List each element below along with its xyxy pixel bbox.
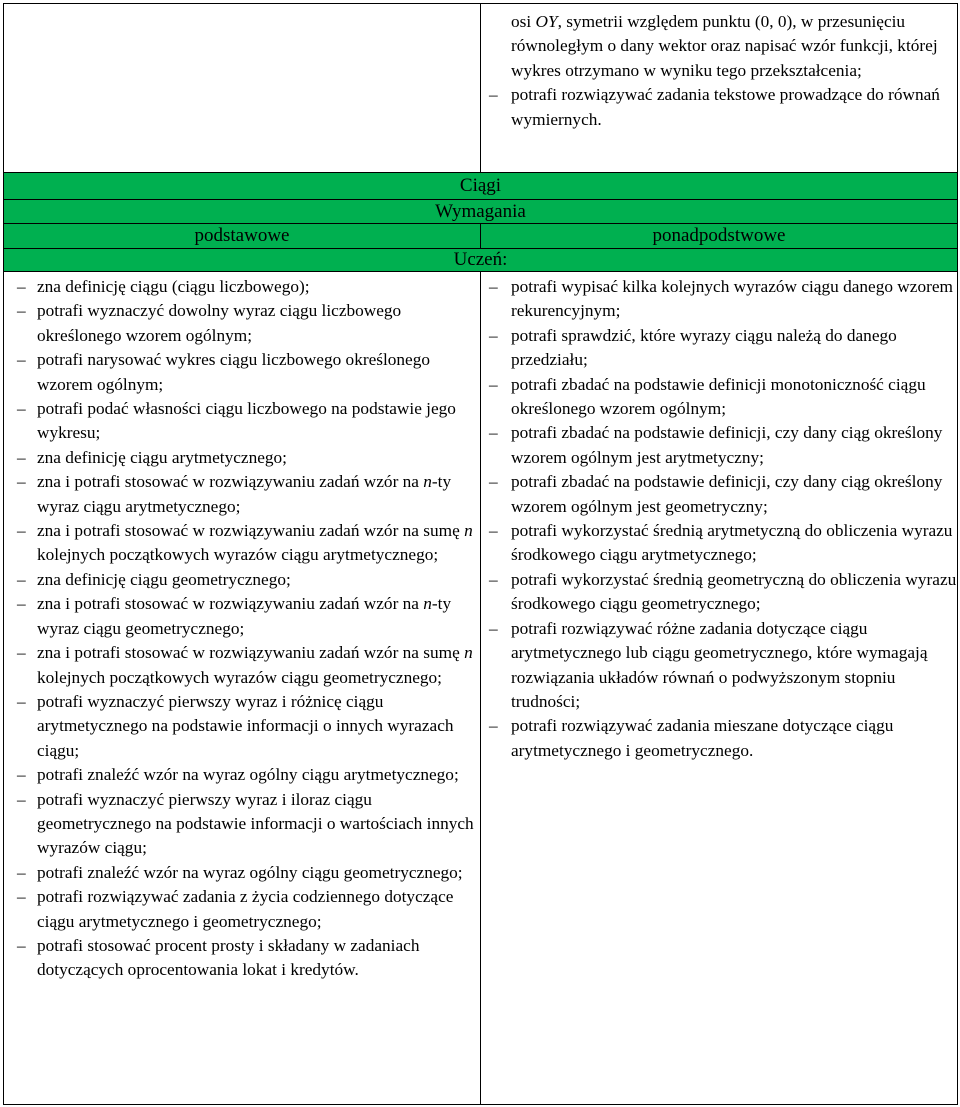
basic-requirement-item: – zna definicję ciągu arytmetycznego; [4, 446, 480, 470]
section-title: Ciągi [459, 175, 502, 196]
advanced-requirement-item: – potrafi wykorzystać średnią arytmetyczną do obliczenia wyrazu środkowego ciągu arytmetycznego; [481, 519, 957, 568]
advanced-level-label: ponadpodstwowe [652, 225, 786, 246]
basic-requirement-item: – zna definicję ciągu geometrycznego; [4, 568, 480, 592]
basic-requirements-cell [3, 271, 481, 1105]
requirements-header-cell [3, 199, 958, 224]
basic-requirement-item: – zna i potrafi stosować w rozwiązywaniu zadań wzór na n-ty wyraz ciągu geometrycznego; [4, 592, 480, 641]
basic-requirement-item: – potrafi wyznaczyć pierwszy wyraz i iloraz ciągu geometrycznego na podstawie informacji o wartościach innych wyrazów ciągu; [4, 788, 480, 861]
basic-requirement-item: – zna definicję ciągu (ciągu liczbowego); [4, 275, 480, 299]
advanced-requirement-item: – potrafi zbadać na podstawie definicji monotoniczność ciągu określonego wzorem ogólnym; [481, 373, 957, 422]
basic-requirements-list [4, 275, 480, 983]
basic-requirement-item: – potrafi stosować procent prosty i składany w zadaniach dotyczących oprocentowania lokat i kredytów. [4, 934, 480, 983]
basic-requirement-item: – potrafi wyznaczyć pierwszy wyraz i różnicę ciągu arytmetycznego na podstawie informacji o innych wyrazach ciągu; [4, 690, 480, 763]
requirements-title: Wymagania [435, 201, 526, 222]
basic-requirement-item: – potrafi podać własności ciągu liczbowego na podstawie jego wykresu; [4, 397, 480, 446]
basic-requirement-item: – potrafi znaleźć wzór na wyraz ogólny ciągu geometrycznego; [4, 861, 480, 885]
advanced-requirement-item: – potrafi zbadać na podstawie definicji, czy dany ciąg określony wzorem ogólnym jest geometryczny; [481, 470, 957, 519]
top-right-continuation-cell [480, 3, 958, 173]
advanced-requirement-item: – potrafi wykorzystać średnią geometryczną do obliczenia wyrazu środkowego ciągu geometrycznego; [481, 568, 957, 617]
advanced-requirement-item: – potrafi wypisać kilka kolejnych wyrazów ciągu danego wzorem rekurencyjnym; [481, 275, 957, 324]
basic-requirement-item: – zna i potrafi stosować w rozwiązywaniu zadań wzór na sumę n kolejnych początkowych wyrazów ciągu geometrycznego; [4, 641, 480, 690]
advanced-requirements-cell [480, 271, 958, 1105]
advanced-requirement-item: – potrafi rozwiązywać różne zadania dotyczące ciągu arytmetycznego lub ciągu geometrycznego, które wymagają rozwiązania układów równań o podwyższonym stopniu trudności; [481, 617, 957, 715]
advanced-requirement-item: – potrafi zbadać na podstawie definicji, czy dany ciąg określony wzorem ogólnym jest arytmetyczny; [481, 421, 957, 470]
top-left-empty-cell [3, 3, 481, 173]
basic-requirement-item: – potrafi wyznaczyć dowolny wyraz ciągu liczbowego określonego wzorem ogólnym; [4, 299, 480, 348]
advanced-requirements-list [481, 275, 957, 763]
basic-requirement-item: – zna i potrafi stosować w rozwiązywaniu zadań wzór na n-ty wyraz ciągu arytmetycznego; [4, 470, 480, 519]
section-title-cell [3, 172, 958, 200]
basic-requirement-item: – potrafi znaleźć wzór na wyraz ogólny ciągu arytmetycznego; [4, 763, 480, 787]
student-label: Uczeń: [453, 249, 508, 270]
advanced-requirement-item: – potrafi rozwiązywać zadania mieszane dotyczące ciągu arytmetycznego i geometrycznego. [481, 714, 957, 763]
basic-requirement-item: – potrafi narysować wykres ciągu liczbowego określonego wzorem ogólnym; [4, 348, 480, 397]
continuation-list-item: – potrafi rozwiązywać zadania tekstowe prowadzące do równań wymiernych. [481, 83, 957, 132]
basic-level-label: podstawowe [194, 225, 290, 246]
advanced-requirement-item: – potrafi sprawdzić, które wyrazy ciągu należą do danego przedziału; [481, 324, 957, 373]
basic-requirement-item: – potrafi rozwiązywać zadania z życia codziennego dotyczące ciągu arytmetycznego i geometrycznego; [4, 885, 480, 934]
continuation-list [481, 83, 957, 132]
student-header-cell [3, 248, 958, 272]
continuation-paragraph: osi OY, symetrii względem punktu (0, 0), w przesunięciu równoległym o dany wektor oraz napisać wzór funkcji, której wykres otrzymano w wyniku tego przekształcenia; [511, 12, 938, 80]
advanced-header-cell [480, 223, 958, 249]
basic-requirement-item: – zna i potrafi stosować w rozwiązywaniu zadań wzór na sumę n kolejnych początkowych wyrazów ciągu arytmetycznego; [4, 519, 480, 568]
basic-header-cell [3, 223, 481, 249]
